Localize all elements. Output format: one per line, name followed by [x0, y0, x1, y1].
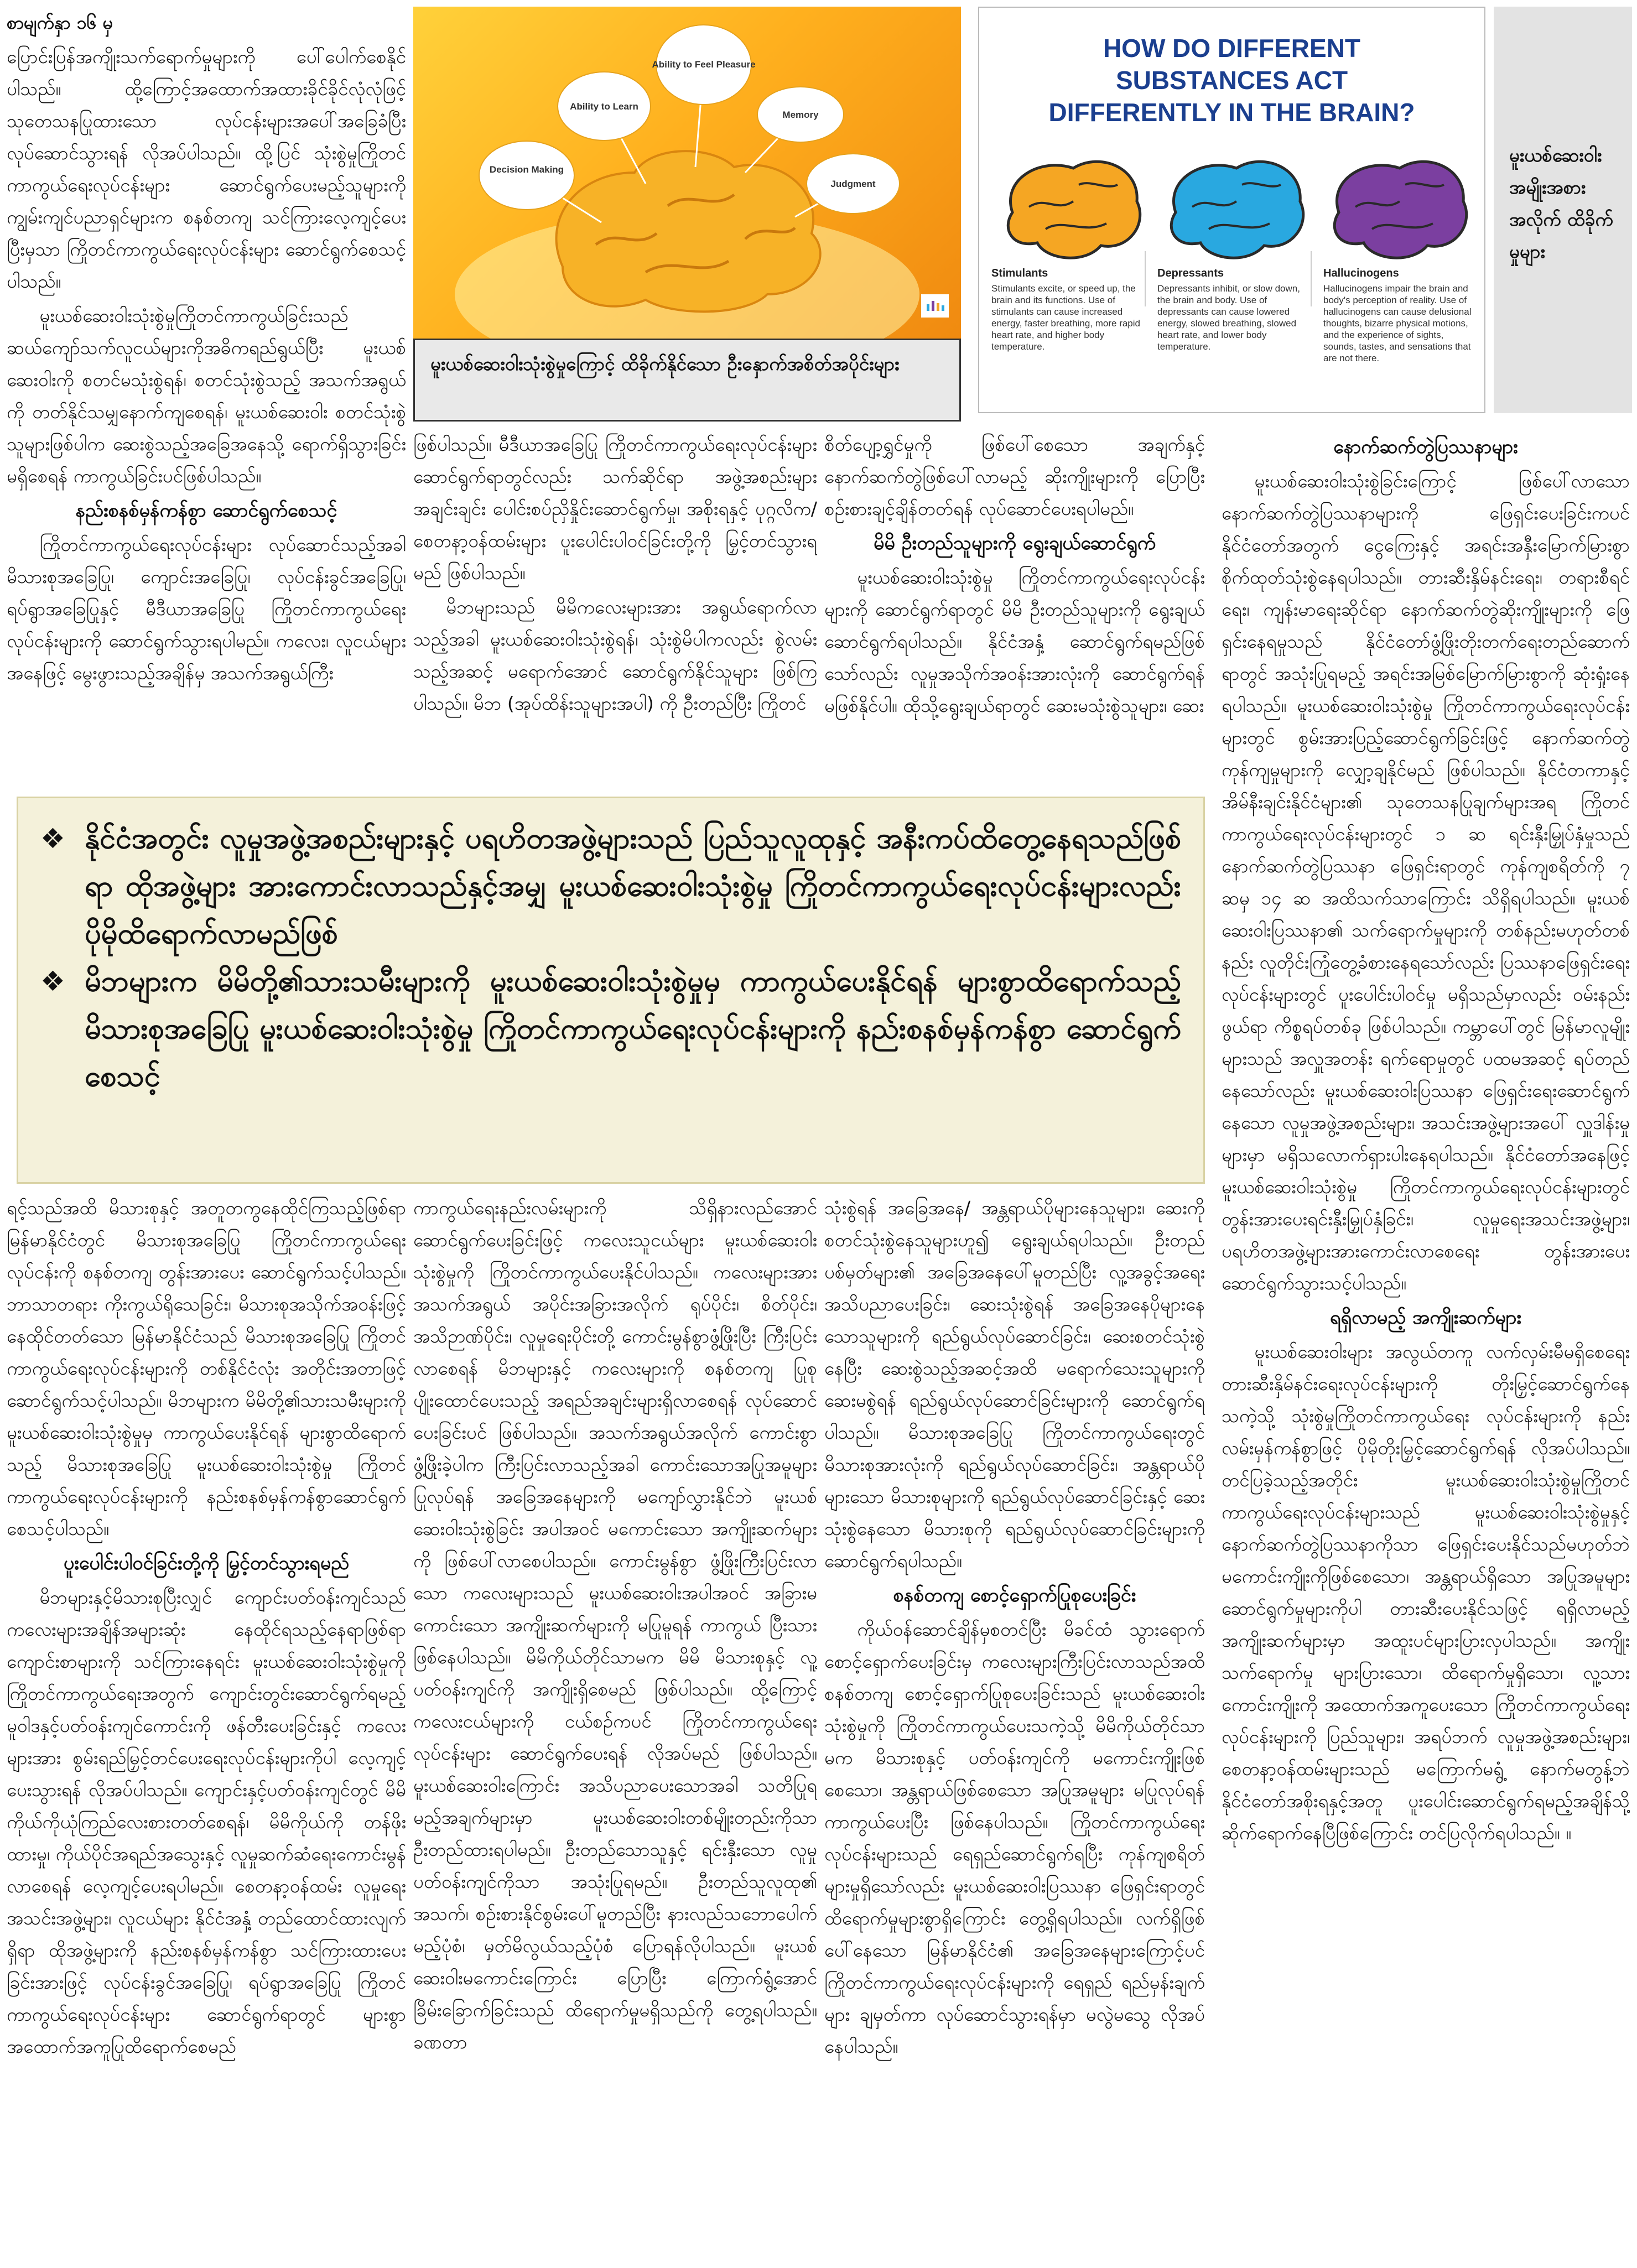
pull-quote-text-2: မိဘများက မိမိတို့၏သားသမီးများကို မူးယစ်ဆေးဝါးသုံးစွဲမှုမှ ကာကွယ်ပေးနိုင်ရန် များစွာထိရောက်သည့် မိသားစုအခြေပြု မူးယစ်ဆေးဝါးသုံးစွဲမှု ကြိုတင်ကာကွယ်ရေးလုပ်ငန်းများကို နည်းစနစ်မှန်ကန်စွာ ဆောင်ရွက်စေသင့် [85, 965, 1181, 1093]
col3-bottom-para-1: သုံးစွဲရန် အခြေအနေ/ အန္တရာယ်ပိုများနေသူများ၊ ဆေးကို စတင်သုံးစွဲနေသူများဟူ၍ ရွေးချယ်ရပါသည်။ ဦးတည်ပစ်မှတ်များ၏ အခြေအနေပေါ်မူတည်ပြီး လူ့အခွင့်အရေးအသိပညာပေးခြင်း၊ ဆေးသုံးစွဲရန် အခြေအနေပိုများနေသောသူများကို ရည်ရွယ်လုပ်ဆောင်ခြင်း၊ ဆေးစတင်သုံးစွဲနေပြီး ဆေးစွဲသည့်အဆင့်အထိ မရောက်သေးသူများကို ဆေးမစွဲရန် ရည်ရွယ်လုပ်ဆောင်ခြင်းများကို ဆောင်ရွက်ရပါသည်။ မိသားစုအခြေပြု ကြိုတင်ကာကွယ်ရေးတွင် မိသားစုအားလုံးကို ရည်ရွယ်လုပ်ဆောင်ခြင်း၊ အန္တရာယ်ပိုများသော မိသားစုများကို ရည်ရွယ်လုပ်ဆောင်ခြင်းနှင့် ဆေးသုံးစွဲနေသော မိသားစုကို ရည်ရွယ်လုပ်ဆောင်ခြင်းများကို ဆောင်ရွက်ရပါသည်။ [824, 1197, 1205, 1572]
col1-para-3: ကြိုတင်ကာကွယ်ရေးလုပ်ငန်းများ လုပ်ဆောင်သည့်အခါ မိသားစုအခြေပြု၊ ကျောင်းအခြေပြု၊ လုပ်ငန်းခွင်အခြေပြု၊ ရပ်ရွာအခြေပြုနှင့် မီဒီယာအခြေပြု ကြိုတင်ကာကွယ်ရေးလုပ်ငန်းများကို ဆောင်ရွက်သွားရပါမည်။ ကလေး၊ လူငယ်များအနေဖြင့် မွေးဖွားသည့်အချိန်မှ အသက်အရွယ်ကြီး [7, 534, 406, 684]
pull-quote-item-1 [40, 815, 1181, 958]
hallucinogens-heading: Hallucinogens [1323, 267, 1399, 279]
heading-target: မိမိ ဦးတည်သူများကို ရွေးချယ်ဆောင်ရွက် [874, 532, 1156, 554]
hallucinogens-text: Hallucinogens impair the brain and body's perception of reality. Use of hallucinogens can cause delusional thoughts, bizarre physical motions, and the experience of sights, sounds, tastes, and sensations that are not there. [1323, 283, 1472, 363]
brain-functions-graphic [413, 7, 961, 339]
column-3-bottom [824, 1192, 1205, 2260]
depressants-text: Depressants inhibit, or slow down, the brain and body. Use of depressants can cause lowered energy, slowed breathing, slowed heart rate, and lower body temperature. [1157, 283, 1300, 352]
brain-functions-caption: မူးယစ်ဆေးဝါးသုံးစွဲမှုကြောင့် ထိခိုက်နိုင်သော ဦးနှောက်အစိတ်အပိုင်းများ [413, 339, 961, 422]
label-ability-to-learn: Ability to Learn [570, 101, 638, 112]
substances-side-caption: မူးယစ်ဆေးဝါးအမျိုးအစားအလိုက် ထိခိုက်မှုများ [1494, 7, 1632, 413]
stimulants-column [991, 268, 1141, 352]
depressants-column [1157, 268, 1307, 352]
substances-brain-infographic [978, 7, 1485, 413]
depressants-heading: Depressants [1157, 267, 1224, 279]
col2-bottom-para: ကာကွယ်ရေးနည်းလမ်းများကို သိရှိနားလည်အောင် ဆောင်ရွက်ပေးခြင်းဖြင့် ကလေးသူငယ်များ မူးယစ်ဆေးဝါးသုံးစွဲမှုကို ကြိုတင်ကာကွယ်ပေးနိုင်ပါသည်။ ကလေးများအား အသက်အရွယ် အပိုင်းအခြားအလိုက် ရုပ်ပိုင်း၊ စိတ်ပိုင်း၊ အသိဉာဏ်ပိုင်း၊ လူမှုရေးပိုင်းတို့ ကောင်းမွန်စွာဖွံ့ဖြိုးပြီး ကြီးပြင်းလာစေရန် မိဘများနှင့် ကလေးများကို စနစ်တကျ ပြုစုပျိုးထောင်ပေးသည့် အရည်အချင်းများရှိလာစေရန် လုပ်ဆောင်ပေးခြင်းပင် ဖြစ်ပါသည်။ အသက်အရွယ်အလိုက် ကောင်းစွာဖွံ့ဖြိုးခဲ့ပါက ကြီးပြင်းလာသည့်အခါ ကောင်းသောအပြုအမူများ ပြုလုပ်ရန် အခြေအနေများကို မကျော်လွှားနိုင်ဘဲ မူးယစ်ဆေးဝါးသုံးစွဲခြင်း အပါအဝင် မကောင်းသော အကျိုးဆက်များကို ဖြစ်ပေါ်လာစေပါသည်။ ကောင်းမွန်စွာ ဖွံ့ဖြိုးကြီးပြင်းလာသော ကလေးများသည် မူးယစ်ဆေးဝါးအပါအဝင် အခြားမကောင်းသော အကျိုးဆက်များကို မပြုမူရန် ကာကွယ် ပြီးသားဖြစ်နေပါသည်။ မိမိကိုယ်တိုင်သာမက မိမိ မိသားစုနှင့် လူ့ပတ်ဝန်းကျင်ကို အကျိုးရှိစေမည် ဖြစ်ပါသည်။ ထို့ကြောင့် ကလေးငယ်များကို ငယ်စဉ်ကပင် ကြိုတင်ကာကွယ်ရေး လုပ်ငန်းများ ဆောင်ရွက်ပေးရန် လိုအပ်မည် ဖြစ်ပါသည်။ မူးယစ်ဆေးဝါးကြောင်း အသိပညာပေးသောအခါ သတိပြုရမည့်အချက်များမှာ မူးယစ်ဆေးဝါးတစ်မျိုးတည်းကိုသာ ဦးတည်ထားရပါမည်။ ဦးတည်သောသူနှင့် ရင်းနှီးသော လူမှုပတ်ဝန်းကျင်ကိုသာ အသုံးပြုရမည်။ ဦးတည်သူလူထု၏ အသက်၊ စဉ်းစားနိုင်စွမ်းပေါ်မူတည်ပြီး နားလည်သဘောပေါက်မည့်ပုံစံ၊ မှတ်မိလွယ်သည့်ပုံစံ ပြောရန်လိုပါသည်။ မူးယစ်ဆေးဝါးမကောင်းကြောင်း ပြောပြီး ကြောက်ရွံ့အောင် ခြိမ်းခြောက်ခြင်းသည် ထိရောက်မှုမရှိသည်ကို တွေ့ရပါသည်။ ခဏတာ [413, 1197, 817, 2053]
diamond-bullet-icon: ❖ [40, 823, 65, 855]
column-1-top [7, 7, 406, 792]
column-2-bottom [413, 1192, 817, 2260]
pull-quote-item-2 [40, 958, 1181, 1100]
col3-para-2: မူးယစ်ဆေးဝါးသုံးစွဲမှု ကြိုတင်ကာကွယ်ရေးလုပ်ငန်းများကို ဆောင်ရွက်ရာတွင် မိမိ ဦးတည်သူများကို ရွေးချယ်ဆောင်ရွက်ရပါသည်။ နိုင်ငံအနှံ့ ဆောင်ရွက်ရမည်ဖြစ်သော်လည်း လူမှုအသိုက်အဝန်းအားလုံးကို ဆောင်ရွက်ရန် မဖြစ်နိုင်ပါ။ ထိုသို့ရွေးချယ်ရာတွင် ဆေးမသုံးစွဲသူများ၊ ဆေး [824, 566, 1205, 716]
stimulants-text: Stimulants excite, or speed up, the brain and its functions. Use of stimulants can cause increased energy, faster breathing, more rapid heart rate, and higher body temperature. [991, 283, 1140, 352]
col2-para-2: မိဘများသည် မိမိကလေးများအား အရွယ်ရောက်လာသည့်အခါ မူးယစ်ဆေးဝါးသုံးစွဲရန်၊ သုံးစွဲမိပါကလည်း စွဲလမ်းသည့်အဆင့် မရောက်အောင် ဆောင်ရွက်နိုင်သူများ ဖြစ်ကြပါသည်။ မိဘ (အုပ်ထိန်းသူများအပါ) ကို ဦးတည်ပြီး ကြိုတင် [413, 596, 817, 714]
diamond-bullet-icon: ❖ [40, 965, 65, 997]
brain-functions-image [413, 7, 961, 339]
decision-making-bubble [479, 141, 574, 210]
pull-quote-text-1: နိုင်ငံအတွင်း လူမှုအဖွဲ့အစည်းများနှင့် ပရဟိတအဖွဲ့များသည် ပြည်သူလူထုနှင့် အနီးကပ်ထိတွေ့နေရသည်ဖြစ်ရာ ထိုအဖွဲ့များ အားကောင်းလာသည်နှင့်အမျှ မူးယစ်ဆေးဝါးသုံးစွဲမှု ကြိုတင်ကာကွယ်ရေးလုပ်ငန်းများလည်း ပိုမိုထိရောက်လာမည်ဖြစ် [85, 822, 1181, 950]
label-decision-making: Decision Making [489, 164, 564, 175]
column-2-mid [413, 429, 817, 794]
label-judgment: Judgment [830, 179, 876, 189]
column-4 [1222, 429, 1630, 2260]
stimulants-heading: Stimulants [991, 267, 1048, 279]
infographic-title: HOW DO DIFFERENT SUBSTANCES ACT DIFFERENTLY IN THE BRAIN? [1048, 34, 1415, 127]
depressant-brain-icon [1171, 162, 1303, 258]
running-head: စာမျက်နှာ ၁၆ မှ [7, 12, 113, 33]
col1-bottom-para-1: ရင့်သည်အထိ မိသားစုနှင့် အတူတကွနေထိုင်ကြသည့်ဖြစ်ရာ မြန်မာနိုင်ငံတွင် မိသားစုအခြေပြု ကြိုတင်ကာကွယ်ရေးလုပ်ငန်းကို စနစ်တကျ တွန်းအားပေး ဆောင်ရွက်သင့်ပါသည်။ ဘာသာတရား ကိုးကွယ်ရိုသေခြင်း၊ မိသားစုအသိုက်အဝန်းဖြင့် နေထိုင်တတ်သော မြန်မာနိုင်ငံသည် မိသားစုအခြေပြု ကြိုတင်ကာကွယ်ရေးလုပ်ငန်းများကို တစ်နိုင်ငံလုံး အတိုင်းအတာဖြင့် ဆောင်ရွက်သင့်ပါသည်။ မိဘများက မိမိတို့၏သားသမီးများကို မူးယစ်ဆေးဝါးသုံးစွဲမှုမှ ကာကွယ်ပေးနိုင်ရန် များစွာထိရောက်သည့် မိသားစုအခြေပြု မူးယစ်ဆေးဝါးသုံးစွဲမှု ကြိုတင်ကာကွယ်ရေးလုပ်ငန်းများကို နည်းစနစ်မှန်ကန်စွာဆောင်ရွက်စေသင့်ပါသည်။ [7, 1197, 406, 1539]
stimulant-brain-icon [1008, 162, 1140, 258]
col1-para-2: မူးယစ်ဆေးဝါးသုံးစွဲမှုကြိုတင်ကာကွယ်ခြင်းသည် ဆယ်ကျော်သက်လူငယ်များကိုအဓိကရည်ရွယ်ပြီး မူးယစ်ဆေးဝါးကို စတင်မသုံးစွဲရန်၊ စတင်သုံးစွဲသည့် အသက်အရွယ်ကို တတ်နိုင်သမျှနောက်ကျစေရန်၊ မူးယစ်ဆေးဝါး စတင်သုံးစွဲသူများဖြစ်ပါက ဆေးစွဲသည့်အခြေအနေသို့ ရောက်ရှိသွားခြင်း မရှိစေရန် ကာကွယ်ခြင်းပင်ဖြစ်ပါသည်။ [7, 305, 406, 487]
hallucinogens-column [1323, 268, 1473, 364]
heading-participation: ပူးပေါင်းပါဝင်ခြင်းတို့ကို မြှင့်တင်သွားရမည် [63, 1552, 350, 1574]
heading-aftercare: နောက်ဆက်တွဲပြဿနာများ [1333, 436, 1518, 458]
label-ability-to-feel-pleasure: Ability to Feel Pleasure [652, 59, 756, 70]
heading-benefits: ရရှိလာမည့် အကျိုးဆက်များ [1330, 1307, 1521, 1329]
column-3-mid [824, 429, 1205, 794]
col4-para-1: မူးယစ်ဆေးဝါးသုံးစွဲခြင်းကြောင့် ဖြစ်ပေါ်လာသော နောက်ဆက်တွဲပြဿနာများကို ဖြေရှင်းပေးခြင်းကပင် နိုင်ငံတော်အတွက် ငွေကြေးနှင့် အရင်းအနှီးမြောက်မြားစွာ စိုက်ထုတ်သုံးစွဲနေရပါသည်။ တားဆီးနှိမ်နင်းရေး၊ တရားစီရင်ရေး၊ ကျန်းမာရေးဆိုင်ရာ နောက်ဆက်တွဲဆိုးကျိုးများကို ဖြေရှင်းနေရမှုသည် နိုင်ငံတော်ဖွံ့ဖြိုးတိုးတက်ရေးတည်ဆောက်ရာတွင် အသုံးပြုရမည့် အရင်းအမြစ်မြောက်မြားစွာကို ဆုံးရှုံးနေရပါသည်။ မူးယစ်ဆေးဝါးသုံးစွဲမှု ကြိုတင်ကာကွယ်ရေးလုပ်ငန်းများတွင် စွမ်းအားပြည့်ဆောင်ရွက်ခြင်းဖြင့် နောက်ဆက်တွဲကုန်ကျမှုများကို လျှော့ချနိုင်မည် ဖြစ်ပါသည်။ နိုင်ငံတကာနှင့် အိမ်နီးချင်းနိုင်ငံများ၏ သုတေသနပြုချက်များအရ ကြိုတင်ကာကွယ်ရေးလုပ်ငန်းများတွင် ၁ ဆ ရင်းနှီးမြှုပ်နှံမှုသည် နောက်ဆက်တွဲပြဿနာ ဖြေရှင်းရာတွင် ကုန်ကျစရိတ်ကို ၇ ဆမှ ၁၄ ဆ အထိသက်သာကြောင်း သိရှိရပါသည်။ မူးယစ်ဆေးဝါးပြဿနာ၏ သက်ရောက်မှုများကို တစ်နည်းမဟုတ်တစ်နည်း လူတိုင်းကြုံတွေ့ခံစားနေရသော်လည်း ပြဿနာဖြေရှင်းရေးလုပ်ငန်းများတွင် ပူးပေါင်းပါဝင်မှု မရှိသည်မှာလည်း ဝမ်းနည်းဖွယ်ရာ ကိစ္စရပ်တစ်ခု ဖြစ်ပါသည်။ ကမ္ဘာပေါ်တွင် မြန်မာလူမျိုးများသည် အလှူအတန်း ရက်ရောမှုတွင် ပထမအဆင့် ရပ်တည်နေသော်လည်း မူးယစ်ဆေးဝါးပြဿနာ ဖြေရှင်းရေးဆောင်ရွက်နေသော လူမှုအဖွဲ့အစည်းများ၊ အသင်းအဖွဲ့များအပေါ် လှူဒါန်းမှုများမှာ မရှိသလောက်ရှားပါးနေရပါသည်။ နိုင်ငံတော်အနေဖြင့် မူးယစ်ဆေးဝါးသုံးစွဲမှု ကြိုတင်ကာကွယ်ရေးလုပ်ငန်းများတွင် တွန်းအားပေးရင်းနှီးမြှုပ်နှံခြင်း၊ လူမှုရေးအသင်းအဖွဲ့များ၊ ပရဟိတအဖွဲ့များအားကောင်းလာစေရေး တွန်းအားပေးဆောင်ရွက်သွားသင့်ပါသည်။ [1222, 470, 1630, 1294]
col1-bottom-para-2: မိဘများနှင့်မိသားစုပြီးလျှင် ကျောင်းပတ်ဝန်းကျင်သည် ကလေးများအချိန်အများဆုံး နေထိုင်ရသည့်နေရာဖြစ်ရာ ကျောင်းစာများကို သင်ကြားနေရင်း မူးယစ်ဆေးဝါးသုံးစွဲမှုကို ကြိုတင်ကာကွယ်ရေးအတွက် ကျောင်းတွင်းဆောင်ရွက်ရမည့် မူဝါဒနှင့်ပတ်ဝန်းကျင်ကောင်းကို ဖန်တီးပေးခြင်းနှင့် ကလေးများအား စွမ်းရည်မြှင့်တင်ပေးရေးလုပ်ငန်းများကိုပါ လေ့ကျင့်ပေးသွားရန် လိုအပ်ပါသည်။ ကျောင်းနှင့်ပတ်ဝန်းကျင်တွင် မိမိကိုယ်ကိုယုံကြည်လေးစားတတ်စေရန်၊ မိမိကိုယ်ကို တန်ဖိုးထားမှု၊ ကိုယ်ပိုင်အရည်အသွေးနှင့် လူမှုဆက်ဆံရေးကောင်းမွန်လာစေရန် လေ့ကျင့်ပေးရပါမည်။ စေတနာ့ဝန်ထမ်း လူမှုရေးအသင်းအဖွဲ့များ၊ လူငယ်များ နိုင်ငံအနှံ့ တည်ထောင်ထားလျက်ရှိရာ ထိုအဖွဲ့များကို နည်းစနစ်မှန်ကန်စွာ သင်ကြားထားပေးခြင်းအားဖြင့် လုပ်ငန်းခွင်အခြေပြု၊ ရပ်ရွာအခြေပြု ကြိုတင်ကာကွယ်ရေးလုပ်ငန်းများ ဆောင်ရွက်ရာတွင် များစွာအထောက်အကူပြုထိရောက်စေမည် [7, 1586, 406, 2057]
label-memory: Memory [782, 110, 819, 120]
col3-para-1: စိတ်ပျော့ရွှင်မှုကို ဖြစ်ပေါ်စေသော အချက်နှင့် နောက်ဆက်တွဲဖြစ်ပေါ်လာမည့် ဆိုးကျိုးများကို ပြောပြီး စဉ်းစားချင့်ချိန်တတ်ရန် လုပ်ဆောင်ပေးရပါမည်။ [824, 434, 1205, 519]
heading-methodical: နည်းစနစ်မှန်ကန်စွာ ဆောင်ရွက်စေသင့် [75, 500, 337, 522]
hallucinogen-brain-icon [1334, 162, 1466, 258]
heading-monitoring: စနစ်တကျ စောင့်ရှောက်ပြုစုပေးခြင်း [893, 1584, 1136, 1606]
col3-bottom-para-2: ကိုယ်ဝန်ဆောင်ချိန်မှစတင်ပြီး မိခင်ထံ သွားရောက် စောင့်ရှောက်ပေးခြင်းမှ ကလေးများကြီးပြင်းလာသည်အထိ စနစ်တကျ စောင့်ရှောက်ပြုစုပေးခြင်းသည် မူးယစ်ဆေးဝါးသုံးစွဲမှုကို ကြိုတင်ကာကွယ်ပေးသကဲ့သို့ မိမိကိုယ်တိုင်သာမက မိသားစုနှင့် ပတ်ဝန်းကျင်ကို မကောင်းကျိုးဖြစ်စေသော၊ အန္တရာယ်ဖြစ်စေသော အပြုအမူများ မပြုလုပ်ရန် ကာကွယ်ပေးပြီး ဖြစ်နေပါသည်။ ကြိုတင်ကာကွယ်ရေးလုပ်ငန်းများသည် ရေရှည်ဆောင်ရွက်ရပြီး ကုန်ကျစရိတ်များမှုရှိသော်လည်း မူးယစ်ဆေးဝါးပြဿနာ ဖြေရှင်းရာတွင် ထိရောက်မှုများစွာရှိကြောင်း တွေ့ရှိရပါသည်။ လက်ရှိဖြစ်ပေါ်နေသော မြန်မာနိုင်ငံ၏ အခြေအနေများကြောင့်ပင် ကြိုတင်ကာကွယ်ရေးလုပ်ငန်းများကို ရေရှည် ရည်မှန်းချက်များ ချမှတ်ကာ လုပ်ဆောင်သွားရန်မှာ မလွဲမသွေ လိုအပ်နေပါသည်။ [824, 1619, 1205, 2057]
column-1-bottom [7, 1192, 406, 2260]
col4-para-2: မူးယစ်ဆေးဝါးများ အလွယ်တကူ လက်လှမ်းမီမရှိစေရေး တားဆီးနှိမ်နင်းရေးလုပ်ငန်းများကို တိုးမြှင့်ဆောင်ရွက်နေသကဲ့သို့ သုံးစွဲမှုကြိုတင်ကာကွယ်ရေး လုပ်ငန်းများကို နည်းလမ်းမှန်ကန်စွာဖြင့် ပိုမိုတိုးမြှင့်ဆောင်ရွက်ရန် လိုအပ်ပါသည်။ တင်ပြခဲ့သည့်အတိုင်း မူးယစ်ဆေးဝါးသုံးစွဲမှုကြိုတင်ကာကွယ်ရေးလုပ်ငန်းများသည် မူးယစ်ဆေးဝါးသုံးစွဲမှုနှင့် နောက်ဆက်တွဲပြဿနာကိုသာ ဖြေရှင်းပေးနိုင်သည်မဟုတ်ဘဲ မကောင်းကျိုးကိုဖြစ်စေသော၊ အန္တရာယ်ရှိသော အပြုအမူများ ဆောင်ရွက်မှုများကိုပါ တားဆီးပေးနိုင်သဖြင့် ရရှိလာမည့်အကျိုးဆက်များမှာ အထူးပင်များပြားလှပါသည်။ အကျိုးသက်ရောက်မှု များပြားသော၊ ထိရောက်မှုရှိသော၊ လူ့သားကောင်းကျိုးကို အထောက်အကူပေးသော ကြိုတင်ကာကွယ်ရေးလုပ်ငန်းများကို ပြည်သူများ၊ အရပ်ဘက် လူမှုအဖွဲ့အစည်းများ၊ စေတနာ့ဝန်ထမ်းများသည် မကြောက်မရွံ့ နောက်မတွန့်ဘဲ နိုင်ငံတော်အစိုးရနှင့်အတူ ပူးပေါင်းဆောင်ရွက်ရမည့်အချိန်သို့ ဆိုက်ရောက်နေပြီဖြစ်ကြောင်း တင်ပြလိုက်ရပါသည်။ ။ [1222, 1341, 1630, 1844]
pull-quote-box [17, 797, 1205, 1184]
col2-para-1: ဖြစ်ပါသည်။ မီဒီယာအခြေပြု ကြိုတင်ကာကွယ်ရေးလုပ်ငန်းများ ဆောင်ရွက်ရာတွင်လည်း သက်ဆိုင်ရာ အဖွဲ့အစည်းများ အချင်းချင်း ပေါင်းစပ်ညှိနှိုင်းဆောင်ရွက်မှု၊ အစိုးရနှင့် ပုဂ္ဂလိက/ စေတနာ့ဝန်ထမ်းများ ပူးပေါင်းပါဝင်ခြင်းတို့ကို မြှင့်တင်သွားရမည် ဖြစ်ပါသည်။ [413, 434, 817, 584]
col1-para-1: ပြောင်းပြန်အကျိုးသက်ရောက်မှုများကို ပေါ်ပေါက်စေနိုင်ပါသည်။ ထို့ကြောင့်အထောက်အထားခိုင်ခိုင်လုံလုံဖြင့် သုတေသနပြုထားသော လုပ်ငန်းများအပေါ်အခြေခံပြီး လုပ်ဆောင်သွားရန် လိုအပ်ပါသည်။ ထို့ပြင် သုံးစွဲမှုကြိုတင်ကာကွယ်ရေးလုပ်ငန်းများ ဆောင်ရွက်ပေးမည့်သူများကိုကျွမ်းကျင်ပညာရှင်များက စနစ်တကျ သင်ကြားလေ့ကျင့်ပေးပြီးမှသာ ကြိုတင်ကာကွယ်ရေးလုပ်ငန်းများ ဆောင်ရွက်စေသင့်ပါသည်။ [7, 46, 406, 292]
